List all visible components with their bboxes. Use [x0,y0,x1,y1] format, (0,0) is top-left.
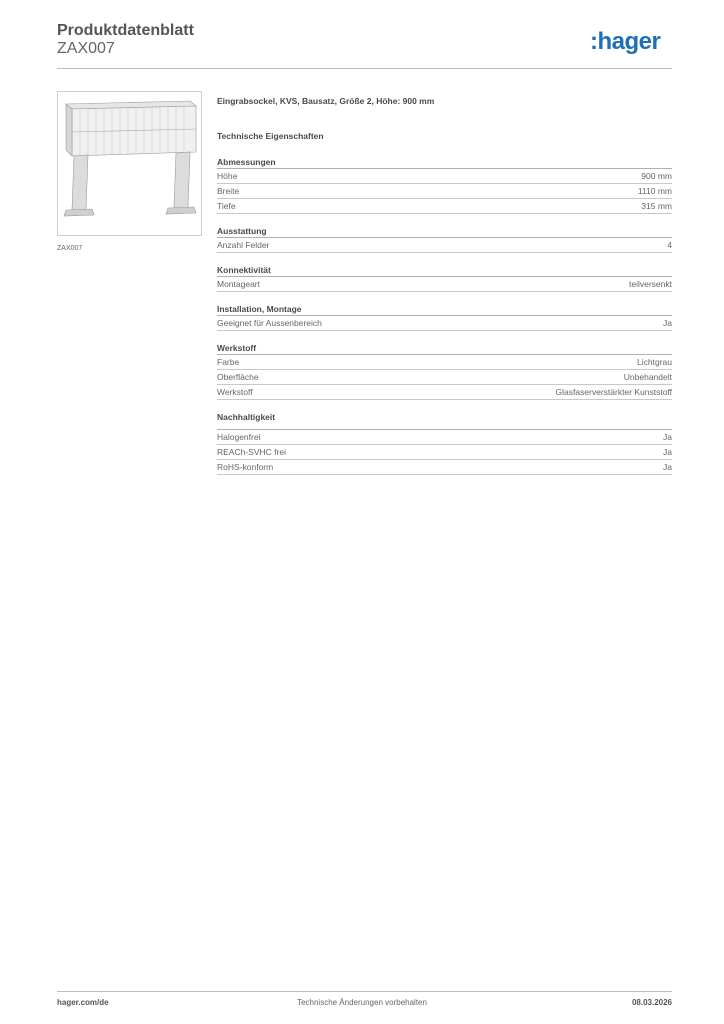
header-divider [57,68,672,69]
row-label: Farbe [217,357,240,367]
technical-properties-heading: Technische Eigenschaften [217,131,324,141]
section-abmessungen [217,155,672,214]
section-nachhaltigkeit [217,411,672,475]
row-value: Lichtgrau [637,357,672,367]
row-value: teilversenkt [629,279,672,289]
row-value: 315 mm [641,201,672,211]
table-row [217,316,672,331]
table-row [217,445,672,460]
section-title: Installation, Montage [217,302,672,316]
row-label: Werkstoff [217,387,253,397]
product-name: Eingrabsockel, KVS, Bausatz, Größe 2, Höhe: 900 mm [217,96,435,106]
footer-divider [57,991,672,992]
row-value: Glasfaserverstärkter Kunststoff [555,387,672,397]
row-value: 4 [667,240,672,250]
section-title: Ausstattung [217,224,672,238]
row-value: 1110 mm [637,186,672,196]
section-werkstoff [217,341,672,400]
row-value: Ja [663,432,672,442]
row-label: Tiefe [217,201,236,211]
table-row [217,277,672,292]
plinth-illustration [58,92,201,235]
product-details [217,95,672,475]
row-label: Höhe [217,171,238,181]
row-value: Ja [663,462,672,472]
section-ausstattung [217,224,672,253]
table-row [217,460,672,475]
row-label: RoHS-konform [217,462,274,472]
row-label: Montageart [217,279,260,289]
row-value: 900 mm [641,171,672,181]
section-konnektivitaet [217,263,672,292]
row-value: Ja [663,447,672,457]
section-title: Werkstoff [217,341,672,355]
row-label: Breite [217,186,240,196]
table-row [217,430,672,445]
row-value: Ja [663,318,672,328]
table-row [217,355,672,370]
product-image [57,91,202,236]
row-value: Unbehandelt [623,372,672,382]
product-code: ZAX007 [57,40,115,57]
row-label: REACh-SVHC frei [217,447,286,457]
hager-logo [590,27,674,57]
image-caption: ZAX007 [57,245,83,252]
footer-website-link[interactable]: hager.com/de [57,998,109,1007]
table-row [217,385,672,400]
logo-text: :hager [590,28,661,55]
table-row [217,169,672,184]
footer-date: 08.03.2026 [631,998,672,1007]
table-row [217,370,672,385]
row-label: Oberfläche [217,372,259,382]
section-installation [217,302,672,331]
row-label: Anzahl Felder [217,240,270,250]
table-row [217,199,672,214]
row-label: Geeignet für Aussenbereich [217,318,322,328]
footer-notice: Technische Änderungen vorbehalten [297,998,427,1007]
section-title: Nachhaltigkeit [217,411,672,430]
table-row [217,238,672,253]
table-row [217,184,672,199]
row-label: Halogenfrei [217,432,261,442]
page-title: Produktdatenblatt [57,22,194,39]
section-title: Abmessungen [217,155,672,169]
section-title: Konnektivität [217,263,672,277]
